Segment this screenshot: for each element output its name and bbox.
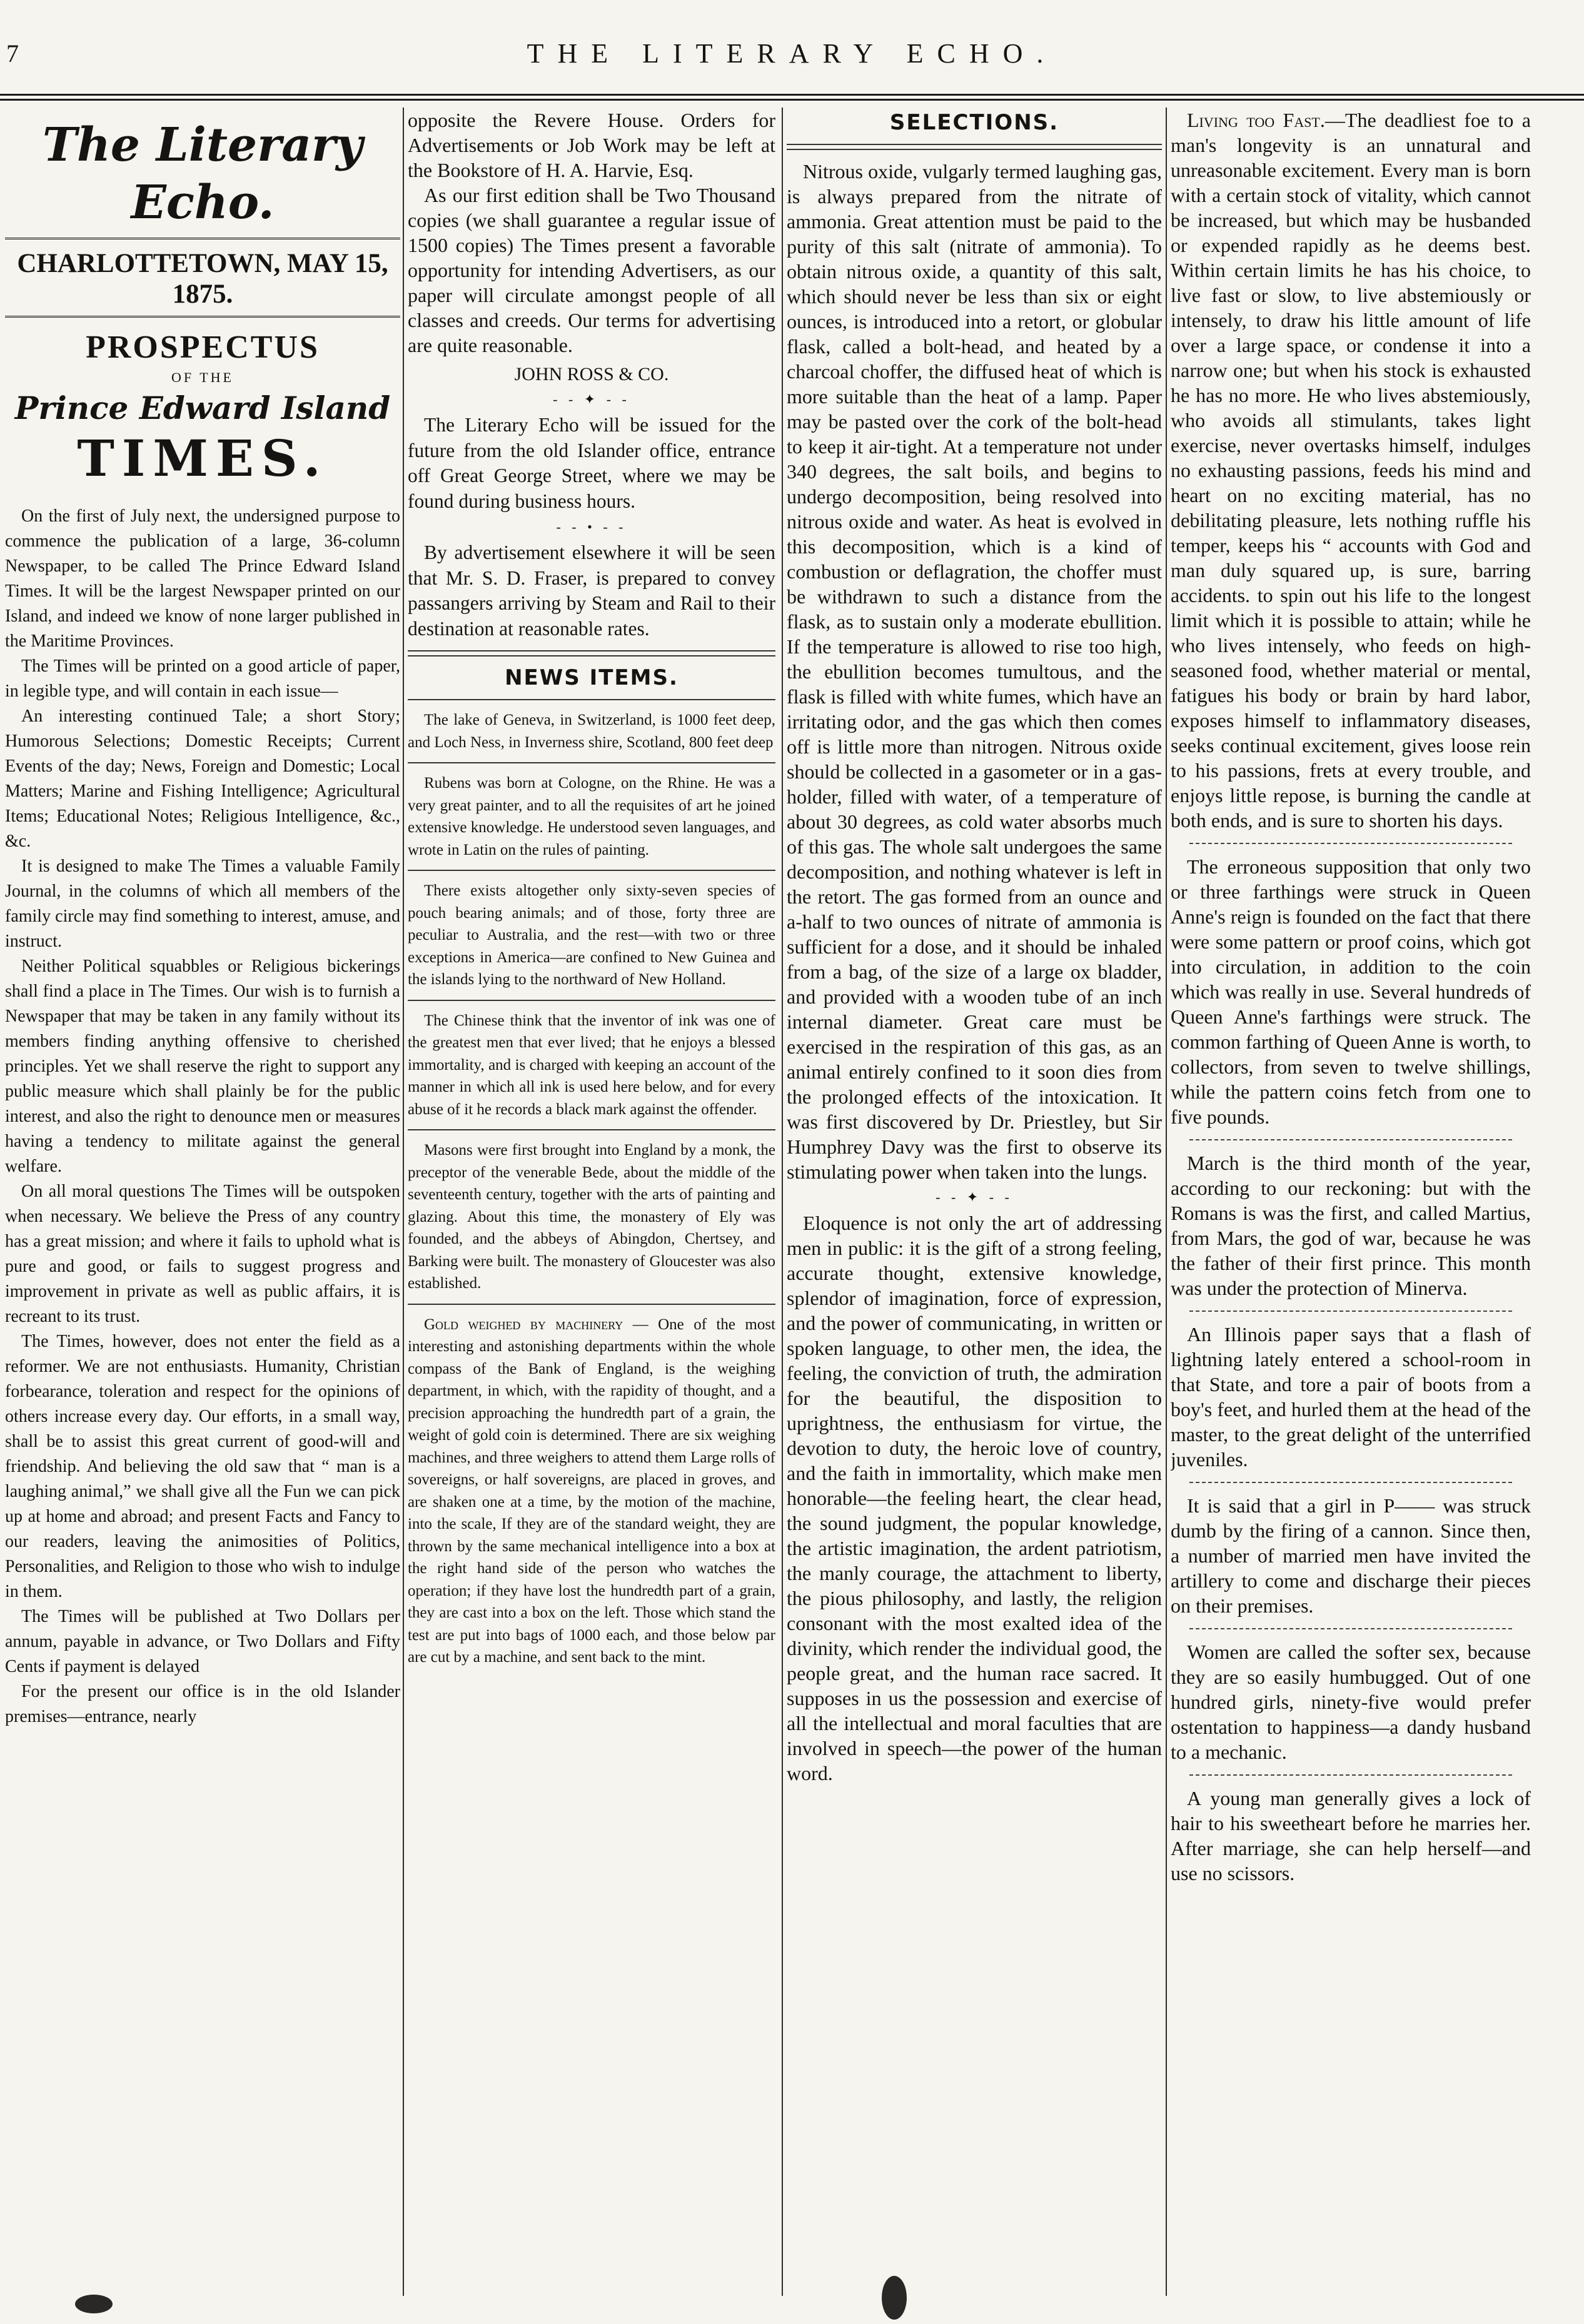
notice-paragraph: By advertisement elsewhere it will be seen that Mr. S. D. Fraser, is prepared to convey passangers arriving by Steam and Rail to their destination at reasonable rates.	[408, 541, 775, 640]
header-rule-2	[0, 99, 1584, 101]
dateline: CHARLOTTETOWN, MAY 15, 1875.	[5, 238, 400, 318]
news-item-lead: Gold weighed by machinery —	[424, 1315, 648, 1333]
miscellany-body: —The deadliest foe to a man's longevity is an unnatural and unreasonable excitement. Every man is born with a certain stock of vitality, which cannot be increased, but which may be husbanded or expended rapidly as he deems best. Within certain limits he has his choice, to live fast or slow, to live abstemiously or intensely, to draw his little amount of life over a large space, or condense it into a narrow one; but when his stock is exhausted he has no more. He who lives abstemiously, who avoids all stimulants, takes light exercise, never overtasks himself, indulges no exhausting passions, feeds his mind and heart on no exciting material, has no debilitating pleasure, lets nothing ruffle his temper, keeps his “ accounts with God and man duly squared up, is sure, barring accidents. to spin out his life to the longest limit which it is possible to attain; while he who lives intensely, who feeds on high-seasoned food, whether material or mental, fatigues his body or brain by hard labor, exposes himself to inflammatory diseases, seeks continual excitement, gives loose rein to his passions, frets at every trouble, and enjoys little repose, is burning the candle at both ends, and is sure to shorten his days.	[1171, 109, 1531, 832]
header-rule	[0, 94, 1584, 96]
item-rule	[408, 1000, 775, 1001]
page-header	[0, 0, 1584, 94]
miscellany-paragraph	[1171, 108, 1531, 833]
notice-paragraph: The Literary Echo will be issued for the future from the old Islander office, entrance off Great George Street, where we may be found during business hours.	[408, 414, 775, 512]
selection-paragraph: Nitrous oxide, vulgarly termed laughing gas, is always prepared from the nitrate of ammonia. Great attention must be paid to the purity of this salt (nitrate of ammonia). To obtain nitrous oxide, a quantity of this salt, which should never be less than six or eight ounces, is introduced into a retort, or globular flask, called a bolt-head, and heated by a charcoal choffer, the diffused heat of which is more suitable than the heat of a lamp. Paper may be pasted over the cork of the bolt-head to keep it air-tight. At a temperature not under 340 degrees, the salt boils, and begins to undergo decomposition, being resolved into nitrous oxide and water. As heat is evolved in this decomposition, which is a kind of combustion or deflagration, the choffer must be withdrawn to such a distance from the flask, as to sustain only a moderate ebullition. If the temperature is allowed to rise too high, the ebullition becomes tumultous, and the flask is filled with white fumes, which have an irritating odor, and the gas which then comes off is little more than nitrogen. Nitrous oxide should be collected in a gasometer or in a gas-holder, filled with water, of a temperature of about 30 degrees, as cold water absorbs much of this gas. The whole salt undergoes the same decomposition, and nothing whatever is left in the retort. The gas formed from an ounce and a-half to two ounces of nitrate of ammonia is sufficient for a dose, and it should be inhaled from a bag, of the size of a large ox bladder, and provided with a wooden tube of an inch internal diameter. Great care must be exercised in the respiration of this gas, as an animal entirely confined to it soon dies from the prolonged effects of the intoxication. It was first discovered by Dr. Priestley, but Sir Humphrey Davy was the first to observe its stimulating power when taken into the lungs.	[787, 160, 1162, 1183]
news-item-body: One of the most interesting and astonishing departments within the whole compass of the Bank of England, is the weighing department, in which, with the rapidity of thought, and a precision approaching the hundredth part of a grain, the weight of gold coin is determined. There are six weighing machines, and three weighers to attend them Large rolls of sovereigns, or half sovereigns, are placed in groves, and are shaken one at a time, by the motion of the machine, into the scale, If they are of the standard weight, they are thrown by the same mechanical intelligence into a box at the right hand side of the person who watches the operation; if they have lost the hundredth part of a grain, they are cast into a box on the left. Those which stand the test are put into bags of 1000 each, and those below par are cut by a machine, and sent back to the mint.	[408, 1315, 775, 1666]
times-title: TIMES.	[77, 429, 328, 488]
column-divider	[403, 108, 404, 2296]
running-masthead: THE LITERARY ECHO.	[527, 38, 1057, 69]
prospectus-paragraph: The Times will be printed on a good article of paper, in legible type, and will contain in each issue—	[5, 656, 400, 701]
miscellany-paragraph: The erroneous supposition that only two or three farthings were struck in Queen Anne's reign is founded on the fact that there were some pattern or proof coins, which got into circulation, in addition to the coin which was really in use. Several hundreds of Queen Anne's farthings were struck. The common farthing of Queen Anne is worth, to collectors, from seven to twelve shillings, while the pattern coins fetch from one to five pounds.	[1171, 855, 1531, 1128]
prospectus-paragraph: On all moral questions The Times will be outspoken when necessary. We believe the Press of any country has a great mission; and where it fails to uphold what is pure and good, or fails to suggest progress and improvement in private as well as public affairs, it is recreant to its trust.	[5, 1182, 400, 1326]
miscellany-paragraph: It is said that a girl in P—— was struck dumb by the firing of a cannon. Since then, a number of married men have invited the artillery to come and discharge their pieces on their premises.	[1171, 1494, 1531, 1617]
ornament-divider: - - ✦ - -	[936, 1189, 1013, 1205]
prospectus-paragraph: For the present our office is in the old Islander premises—entrance, nearly	[5, 1682, 400, 1726]
item-rule	[1189, 1139, 1512, 1140]
ink-blot-icon	[75, 2295, 113, 2313]
news-item: Rubens was born at Cologne, on the Rhine. He was a very great painter, and to all the requisites of art he joined extensive knowledge. He understood seven languages, and wrote in Latin on the rules of painting.	[408, 775, 775, 858]
of-the-label: OF THE	[171, 370, 234, 385]
miscellany-lead: Living too Fast.	[1187, 109, 1325, 131]
prospectus-paragraph: An interesting continued Tale; a short Story; Humorous Selections; Domestic Receipts; Current Events of the day; News, Foreign and Domestic; Local Matters; Marine and Fishing Intelligence; Agricultural Items; Educational Notes; Religious Intelligence, &c., &c.	[5, 707, 400, 851]
item-rule	[408, 1129, 775, 1130]
ornament-divider: - - • - -	[556, 519, 627, 535]
column-selections	[787, 108, 1162, 2290]
signature: JOHN ROSS & CO.	[514, 364, 669, 385]
miscellany-paragraph: A young man generally gives a lock of hair to his sweetheart before he marries her. After marriage, she can help herself—and use no scissors.	[1171, 1787, 1531, 1884]
item-rule	[1189, 1310, 1512, 1312]
miscellany-paragraph: An Illinois paper says that a flash of lightning lately entered a school-room in that State, and tore a pair of boots from a boy's feet, and hurled them at the head of the master, to the great delight of the unterrified juveniles.	[1171, 1323, 1531, 1471]
item-rule	[1189, 843, 1512, 844]
selection-paragraph: Eloquence is not only the art of addressing men in public: it is the gift of a strong feeling, accurate thought, extensive knowledge, splendor of imagination, force of expression, and the power of communicating, in written or spoken language, to other men, the idea, the feeling, the conviction of truth, the admiration for the beautiful, the disposition to uprightness, the enthusiasm for virtue, the devotion to duty, the heroic love of country, and the faith in immortality, which make men honorable—the feeling heart, the clear head, the sound judgment, the popular knowledge, the artistic imagination, the ardent patriotism, the manly courage, the attachment to liberty, the pious philosophy, and lastly, the religion consonant with the most exalted idea of the divinity, which render the individual good, the people great, and the human race sacred. It supposes in us the possession and exercise of all the intellectual and moral faculties that are involved in speech—the power of the human word.	[787, 1212, 1162, 1784]
column-divider	[782, 108, 783, 2296]
notice-paragraph: As our first edition shall be Two Thousand copies (we shall guarantee a regular issue of 1500 copies) The Times present a favorable opportunity for intending Advertisers, as our paper will circulate amongst people of all classes and creeds. Our terms for advertising are quite reasonable.	[408, 184, 775, 356]
item-rule	[408, 870, 775, 871]
notice-paragraph: opposite the Revere House. Orders for Advertisements or Job Work may be left at the Bookstore of H. A. Harvie, Esq.	[408, 109, 775, 181]
item-rule	[408, 1304, 775, 1305]
item-rule	[1189, 1774, 1512, 1776]
ornament-divider: - - ✦ - -	[553, 391, 630, 407]
prospectus-paragraph: The Times, however, does not enter the field as a reformer. We are not enthusiasts. Humanity, Christian forbearance, toleration and respect for the opinions of others increase every day. Our efforts, in a small way, shall be to assist this great current of good-will and friendship. And believing the old saw that “ man is a laughing animal,” we shall give all the Fun we can pick up at home and abroad; and present Facts and Fancy to our readers, leaving the animosities of Politics, Personalities, and Religion to those who wish to indulge in them.	[5, 1332, 400, 1601]
prospectus-paragraph: The Times will be published at Two Dollars per annum, payable in advance, or Two Dollars and Fifty Cents if payment is delayed	[5, 1607, 400, 1676]
page-number: 7	[6, 39, 19, 68]
prospectus-heading: PROSPECTUS	[86, 329, 320, 365]
selections-heading: SELECTIONS.	[889, 110, 1059, 135]
column-miscellany	[1171, 108, 1531, 2290]
news-item: The lake of Geneva, in Switzerland, is 1000 feet deep, and Loch Ness, in Inverness shire, Scotland, 800 feet deep	[408, 712, 775, 751]
column-prospectus	[5, 108, 400, 2290]
item-rule	[408, 762, 775, 763]
pei-title: Prince Edward Island	[14, 390, 391, 426]
miscellany-paragraph: Women are called the softer sex, because they are so easily humbugged. Out of one hundred girls, ninety-five would prefer ostentation to happiness—a dandy husband to a mechanic.	[1171, 1641, 1531, 1763]
ink-blot-icon	[882, 2276, 907, 2320]
section-rule	[787, 144, 1162, 150]
prospectus-paragraph: On the first of July next, the undersigned purpose to commence the publication of a large, 36-column Newspaper, to be called The Prince Edward Island Times. It will be the largest Newspaper printed on our Island, and indeed we know of none larger published in the Maritime Provinces.	[5, 506, 400, 651]
prospectus-paragraph: Neither Political squabbles or Religious bickerings shall find a place in The Times. Our wish is to furnish a Newspaper that may be taken in any family without its members finding anything offensive to cherished principles. Yet we shall reserve the right to support any public measure which shall plainly be for the public interest, and also the right to denounce men or measures having a tendency to militate against the general welfare.	[5, 957, 400, 1176]
news-item: There exists altogether only sixty-seven species of pouch bearing animals; and of those, forty three are peculiar to Australia, and the rest—with two or three exceptions in America—are confined to New Guinea and the islands lying to the northward of New Holland.	[408, 882, 775, 988]
paper-title: The Literary Echo.	[42, 118, 363, 229]
news-item: The Chinese think that the inventor of ink was one of the greatest men that ever lived; that he enjoys a blessed immortality, and is charged with keeping an account of the manner in which all ink is used here below, and for every abuse of it he records a black mark against the offender.	[408, 1012, 775, 1118]
item-rule	[1189, 1482, 1512, 1483]
news-item: Masons were first brought into England by a monk, the preceptor of the venerable Bede, about the middle of the seventeenth century, together with the arts of painting and glazing. About this time, the monastery of Ely was founded, and the abbeys of Abingdon, Chertsey, and Barking were built. The monastery of Gloucester was also established.	[408, 1142, 775, 1292]
news-items-heading: NEWS ITEMS.	[505, 665, 678, 690]
miscellany-paragraph: March is the third month of the year, according to our reckoning: but with the Romans is was the first, and called Martius, from Mars, the god of war, because he was the father of their first prince. This month was under the protection of Minerva.	[1171, 1152, 1531, 1299]
section-rule	[408, 699, 775, 700]
news-item	[408, 1314, 775, 1669]
column-notices-news	[408, 108, 775, 2290]
column-divider	[1166, 108, 1167, 2296]
section-rule	[408, 650, 775, 656]
item-rule	[1189, 1628, 1512, 1629]
prospectus-paragraph: It is designed to make The Times a valuable Family Journal, in the columns of which all members of the family circle may find something to interest, amuse, and instruct.	[5, 857, 400, 951]
